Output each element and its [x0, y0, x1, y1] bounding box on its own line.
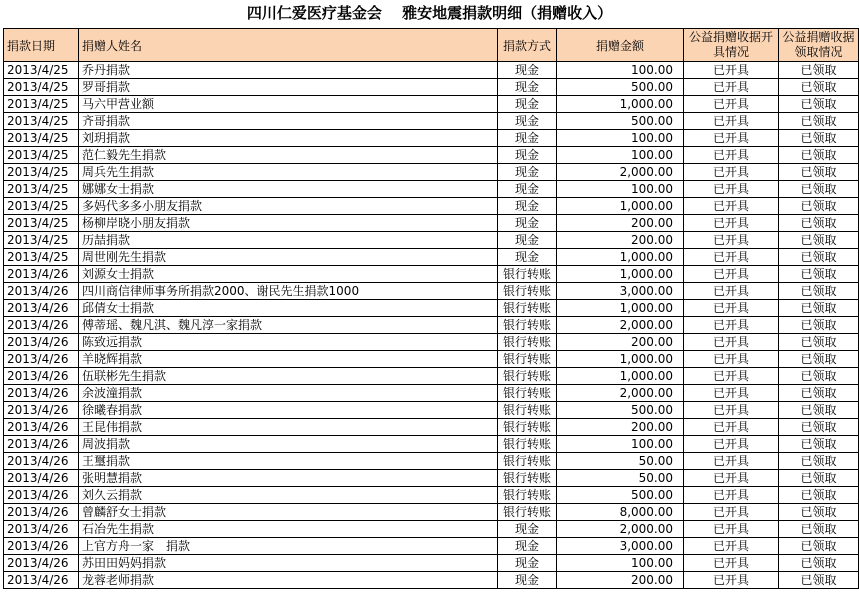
table-row [4, 402, 859, 419]
cell-method[interactable]: 现金 [498, 113, 557, 130]
col-header-amount[interactable]: 捐赠金额 [557, 29, 684, 62]
cell-donor-name[interactable]: 徐曦春捐款 [79, 402, 498, 419]
cell-donor-name[interactable]: 罗哥捐款 [79, 79, 498, 96]
cell-donor-name[interactable]: 乔丹捐款 [79, 62, 498, 79]
table-row [4, 96, 859, 113]
cell-date[interactable]: 2013/4/26 [4, 368, 79, 385]
table-row [4, 436, 859, 453]
donation-table [3, 28, 859, 589]
header-row [4, 29, 859, 62]
cell-donor-name[interactable]: 苏田田妈妈捐款 [79, 555, 498, 572]
cell-donor-name[interactable]: 齐哥捐款 [79, 113, 498, 130]
cell-receipt-status[interactable]: 已开具 [684, 164, 779, 181]
cell-date[interactable]: 2013/4/26 [4, 385, 79, 402]
table-row [4, 113, 859, 130]
cell-donor-name[interactable]: 陈致远捐款 [79, 334, 498, 351]
cell-amount[interactable]: 1,000.00 [557, 198, 684, 215]
cell-receipt-status[interactable]: 已开具 [684, 181, 779, 198]
cell-donor-name[interactable]: 傅蒂瑶、魏凡淇、魏凡淳一家捐款 [79, 317, 498, 334]
cell-donor-name[interactable]: 邱倩女士捐款 [79, 300, 498, 317]
cell-donor-name[interactable]: 历喆捐款 [79, 232, 498, 249]
cell-receipt-status[interactable]: 已开具 [684, 215, 779, 232]
cell-received-status[interactable]: 已领取 [779, 283, 859, 300]
cell-receipt-status[interactable]: 已开具 [684, 436, 779, 453]
cell-method[interactable]: 现金 [498, 521, 557, 538]
cell-receipt-status[interactable]: 已开具 [684, 300, 779, 317]
cell-donor-name[interactable]: 王璽捐款 [79, 453, 498, 470]
cell-date[interactable]: 2013/4/26 [4, 453, 79, 470]
cell-date[interactable]: 2013/4/26 [4, 572, 79, 589]
table-row [4, 487, 859, 504]
cell-donor-name[interactable]: 曾麟舒女士捐款 [79, 504, 498, 521]
table-body [4, 62, 859, 589]
cell-received-status[interactable]: 已领取 [779, 436, 859, 453]
cell-method[interactable]: 银行转账 [498, 385, 557, 402]
table-row [4, 62, 859, 79]
table-row [4, 181, 859, 198]
cell-amount[interactable]: 1,000.00 [557, 351, 684, 368]
cell-received-status[interactable]: 已领取 [779, 62, 859, 79]
cell-method[interactable]: 现金 [498, 572, 557, 589]
cell-donor-name[interactable]: 上官方舟一家 捐款 [79, 538, 498, 555]
cell-receipt-status[interactable]: 已开具 [684, 317, 779, 334]
cell-method[interactable]: 银行转账 [498, 453, 557, 470]
cell-date[interactable]: 2013/4/26 [4, 351, 79, 368]
cell-date[interactable]: 2013/4/25 [4, 215, 79, 232]
cell-amount[interactable]: 1,000.00 [557, 266, 684, 283]
cell-amount[interactable]: 200.00 [557, 419, 684, 436]
cell-donor-name[interactable]: 周世刚先生捐款 [79, 249, 498, 266]
table-row [4, 283, 859, 300]
cell-date[interactable]: 2013/4/26 [4, 300, 79, 317]
cell-received-status[interactable]: 已领取 [779, 215, 859, 232]
cell-received-status[interactable]: 已领取 [779, 487, 859, 504]
table-row [4, 419, 859, 436]
cell-method[interactable]: 现金 [498, 79, 557, 96]
cell-date[interactable]: 2013/4/25 [4, 147, 79, 164]
cell-received-status[interactable]: 已领取 [779, 504, 859, 521]
table-row [4, 317, 859, 334]
cell-date[interactable]: 2013/4/25 [4, 113, 79, 130]
cell-receipt-status[interactable]: 已开具 [684, 368, 779, 385]
cell-amount[interactable]: 2,000.00 [557, 317, 684, 334]
cell-receipt-status[interactable]: 已开具 [684, 351, 779, 368]
table-row [4, 555, 859, 572]
cell-method[interactable]: 现金 [498, 181, 557, 198]
cell-amount[interactable]: 1,000.00 [557, 300, 684, 317]
cell-received-status[interactable]: 已领取 [779, 317, 859, 334]
col-header-name[interactable]: 捐赠人姓名 [79, 29, 498, 62]
cell-amount[interactable]: 200.00 [557, 215, 684, 232]
cell-donor-name[interactable]: 龙蓉老师捐款 [79, 572, 498, 589]
cell-received-status[interactable]: 已领取 [779, 555, 859, 572]
cell-receipt-status[interactable]: 已开具 [684, 62, 779, 79]
table-row [4, 504, 859, 521]
cell-received-status[interactable]: 已领取 [779, 147, 859, 164]
cell-receipt-status[interactable]: 已开具 [684, 113, 779, 130]
table-row [4, 470, 859, 487]
cell-date[interactable]: 2013/4/26 [4, 555, 79, 572]
cell-receipt-status[interactable]: 已开具 [684, 283, 779, 300]
col-header-received[interactable]: 公益捐赠收据领取情况 [779, 29, 859, 62]
cell-receipt-status[interactable]: 已开具 [684, 453, 779, 470]
cell-received-status[interactable]: 已领取 [779, 521, 859, 538]
cell-method[interactable]: 银行转账 [498, 368, 557, 385]
table-row [4, 351, 859, 368]
cell-amount[interactable]: 3,000.00 [557, 538, 684, 555]
cell-method[interactable]: 银行转账 [498, 266, 557, 283]
cell-method[interactable]: 银行转账 [498, 300, 557, 317]
table-row [4, 385, 859, 402]
table-row [4, 130, 859, 147]
cell-receipt-status[interactable]: 已开具 [684, 555, 779, 572]
cell-date[interactable]: 2013/4/26 [4, 283, 79, 300]
cell-method[interactable]: 银行转账 [498, 487, 557, 504]
cell-amount[interactable]: 2,000.00 [557, 521, 684, 538]
cell-date[interactable]: 2013/4/26 [4, 538, 79, 555]
table-row [4, 249, 859, 266]
cell-method[interactable]: 现金 [498, 555, 557, 572]
cell-method[interactable]: 现金 [498, 130, 557, 147]
cell-receipt-status[interactable]: 已开具 [684, 538, 779, 555]
cell-amount[interactable]: 500.00 [557, 487, 684, 504]
cell-method[interactable]: 银行转账 [498, 334, 557, 351]
cell-receipt-status[interactable]: 已开具 [684, 402, 779, 419]
cell-amount[interactable]: 8,000.00 [557, 504, 684, 521]
cell-received-status[interactable]: 已领取 [779, 130, 859, 147]
table-row [4, 538, 859, 555]
cell-donor-name[interactable]: 余波潼捐款 [79, 385, 498, 402]
cell-donor-name[interactable]: 石冶先生捐款 [79, 521, 498, 538]
cell-receipt-status[interactable]: 已开具 [684, 419, 779, 436]
cell-received-status[interactable]: 已领取 [779, 402, 859, 419]
cell-method[interactable]: 现金 [498, 96, 557, 113]
cell-date[interactable]: 2013/4/25 [4, 249, 79, 266]
cell-receipt-status[interactable]: 已开具 [684, 96, 779, 113]
cell-receipt-status[interactable]: 已开具 [684, 266, 779, 283]
cell-date[interactable]: 2013/4/26 [4, 504, 79, 521]
cell-donor-name[interactable]: 四川商信律师事务所捐款2000、谢民先生捐款1000 [79, 283, 498, 300]
cell-date[interactable]: 2013/4/25 [4, 62, 79, 79]
cell-amount[interactable]: 500.00 [557, 402, 684, 419]
cell-receipt-status[interactable]: 已开具 [684, 504, 779, 521]
cell-amount[interactable]: 1,000.00 [557, 96, 684, 113]
cell-amount[interactable]: 1,000.00 [557, 249, 684, 266]
table-row [4, 300, 859, 317]
cell-received-status[interactable]: 已领取 [779, 96, 859, 113]
col-header-date[interactable]: 捐款日期 [4, 29, 79, 62]
cell-method[interactable]: 现金 [498, 62, 557, 79]
cell-method[interactable]: 现金 [498, 249, 557, 266]
cell-received-status[interactable]: 已领取 [779, 470, 859, 487]
cell-donor-name[interactable]: 张明慧捐款 [79, 470, 498, 487]
table-row [4, 79, 859, 96]
table-row [4, 232, 859, 249]
cell-received-status[interactable]: 已领取 [779, 164, 859, 181]
cell-date[interactable]: 2013/4/25 [4, 96, 79, 113]
cell-received-status[interactable]: 已领取 [779, 198, 859, 215]
cell-method[interactable]: 现金 [498, 198, 557, 215]
page-title: 四川仁爱医疗基金会 雅安地震捐款明细（捐赠收入） [246, 4, 613, 22]
cell-amount[interactable]: 200.00 [557, 572, 684, 589]
cell-receipt-status[interactable]: 已开具 [684, 521, 779, 538]
table-row [4, 147, 859, 164]
cell-date[interactable]: 2013/4/25 [4, 164, 79, 181]
table-row [4, 164, 859, 181]
cell-amount[interactable]: 2,000.00 [557, 164, 684, 181]
cell-receipt-status[interactable]: 已开具 [684, 147, 779, 164]
cell-amount[interactable]: 200.00 [557, 232, 684, 249]
cell-receipt-status[interactable]: 已开具 [684, 385, 779, 402]
cell-donor-name[interactable]: 周波捐款 [79, 436, 498, 453]
cell-receipt-status[interactable]: 已开具 [684, 470, 779, 487]
table-row [4, 368, 859, 385]
cell-amount[interactable]: 50.00 [557, 470, 684, 487]
cell-received-status[interactable]: 已领取 [779, 266, 859, 283]
cell-received-status[interactable]: 已领取 [779, 419, 859, 436]
cell-received-status[interactable]: 已领取 [779, 181, 859, 198]
cell-date[interactable]: 2013/4/26 [4, 402, 79, 419]
cell-method[interactable]: 银行转账 [498, 351, 557, 368]
cell-amount[interactable]: 100.00 [557, 130, 684, 147]
cell-method[interactable]: 银行转账 [498, 436, 557, 453]
cell-amount[interactable]: 200.00 [557, 334, 684, 351]
cell-donor-name[interactable]: 马六甲营业额 [79, 96, 498, 113]
cell-received-status[interactable]: 已领取 [779, 368, 859, 385]
table-row [4, 266, 859, 283]
cell-method[interactable]: 现金 [498, 538, 557, 555]
cell-donor-name[interactable]: 刘源女士捐款 [79, 266, 498, 283]
cell-amount[interactable]: 2,000.00 [557, 385, 684, 402]
cell-received-status[interactable]: 已领取 [779, 538, 859, 555]
table-row [4, 521, 859, 538]
cell-method[interactable]: 现金 [498, 164, 557, 181]
cell-method[interactable]: 现金 [498, 215, 557, 232]
cell-method[interactable]: 银行转账 [498, 504, 557, 521]
cell-method[interactable]: 银行转账 [498, 317, 557, 334]
cell-method[interactable]: 现金 [498, 147, 557, 164]
cell-method[interactable]: 银行转账 [498, 470, 557, 487]
cell-date[interactable]: 2013/4/25 [4, 130, 79, 147]
cell-receipt-status[interactable]: 已开具 [684, 334, 779, 351]
cell-method[interactable]: 银行转账 [498, 283, 557, 300]
cell-donor-name[interactable]: 周兵先生捐款 [79, 164, 498, 181]
cell-amount[interactable]: 1,000.00 [557, 368, 684, 385]
cell-received-status[interactable]: 已领取 [779, 453, 859, 470]
cell-received-status[interactable]: 已领取 [779, 232, 859, 249]
cell-amount[interactable]: 100.00 [557, 62, 684, 79]
col-header-method[interactable]: 捐款方式 [498, 29, 557, 62]
cell-amount[interactable]: 500.00 [557, 113, 684, 130]
cell-date[interactable]: 2013/4/26 [4, 334, 79, 351]
cell-method[interactable]: 银行转账 [498, 419, 557, 436]
cell-received-status[interactable]: 已领取 [779, 249, 859, 266]
cell-method[interactable]: 银行转账 [498, 402, 557, 419]
cell-receipt-status[interactable]: 已开具 [684, 79, 779, 96]
cell-date[interactable]: 2013/4/25 [4, 198, 79, 215]
cell-date[interactable]: 2013/4/26 [4, 317, 79, 334]
cell-amount[interactable]: 100.00 [557, 555, 684, 572]
cell-received-status[interactable]: 已领取 [779, 79, 859, 96]
cell-amount[interactable]: 500.00 [557, 79, 684, 96]
cell-amount[interactable]: 100.00 [557, 436, 684, 453]
cell-received-status[interactable]: 已领取 [779, 300, 859, 317]
table-row [4, 334, 859, 351]
cell-receipt-status[interactable]: 已开具 [684, 249, 779, 266]
cell-donor-name[interactable]: 娜娜女士捐款 [79, 181, 498, 198]
cell-date[interactable]: 2013/4/26 [4, 419, 79, 436]
cell-date[interactable]: 2013/4/25 [4, 232, 79, 249]
cell-date[interactable]: 2013/4/26 [4, 521, 79, 538]
cell-receipt-status[interactable]: 已开具 [684, 198, 779, 215]
cell-date[interactable]: 2013/4/26 [4, 436, 79, 453]
cell-donor-name[interactable]: 杨柳岸晓小朋友捐款 [79, 215, 498, 232]
cell-received-status[interactable]: 已领取 [779, 113, 859, 130]
cell-amount[interactable]: 3,000.00 [557, 283, 684, 300]
cell-date[interactable]: 2013/4/26 [4, 470, 79, 487]
cell-date[interactable]: 2013/4/26 [4, 487, 79, 504]
cell-donor-name[interactable]: 羊晓辉捐款 [79, 351, 498, 368]
cell-received-status[interactable]: 已领取 [779, 385, 859, 402]
cell-receipt-status[interactable]: 已开具 [684, 130, 779, 147]
cell-donor-name[interactable]: 刘玥捐款 [79, 130, 498, 147]
cell-donor-name[interactable]: 伍联彬先生捐款 [79, 368, 498, 385]
table-row [4, 453, 859, 470]
cell-received-status[interactable]: 已领取 [779, 351, 859, 368]
cell-method[interactable]: 现金 [498, 232, 557, 249]
cell-receipt-status[interactable]: 已开具 [684, 487, 779, 504]
table-row [4, 215, 859, 232]
table-row [4, 572, 859, 589]
cell-receipt-status[interactable]: 已开具 [684, 232, 779, 249]
cell-amount[interactable]: 100.00 [557, 181, 684, 198]
cell-date[interactable]: 2013/4/25 [4, 181, 79, 198]
table-row [4, 198, 859, 215]
cell-donor-name[interactable]: 刘久云捐款 [79, 487, 498, 504]
cell-donor-name[interactable]: 范仁毅先生捐款 [79, 147, 498, 164]
cell-received-status[interactable]: 已领取 [779, 334, 859, 351]
cell-received-status[interactable]: 已领取 [779, 572, 859, 589]
cell-amount[interactable]: 100.00 [557, 147, 684, 164]
cell-donor-name[interactable]: 多妈代多多小朋友捐款 [79, 198, 498, 215]
cell-amount[interactable]: 50.00 [557, 453, 684, 470]
cell-receipt-status[interactable]: 已开具 [684, 572, 779, 589]
col-header-receipt[interactable]: 公益捐赠收据开具情况 [684, 29, 779, 62]
cell-date[interactable]: 2013/4/25 [4, 79, 79, 96]
cell-donor-name[interactable]: 王昆伟捐款 [79, 419, 498, 436]
cell-date[interactable]: 2013/4/26 [4, 266, 79, 283]
